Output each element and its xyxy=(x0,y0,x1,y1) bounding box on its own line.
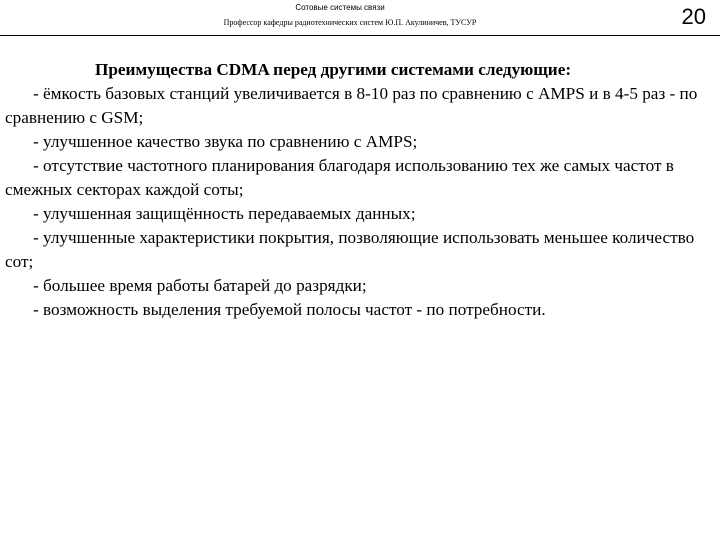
page-number: 20 xyxy=(681,4,706,29)
course-title: Сотовые системы связи xyxy=(295,3,385,12)
list-item: - ёмкость базовых станций увеличивается в 8-10 раз по сравнению с AMPS и в 4-5 раз - по сравнению с GSM; xyxy=(5,84,698,127)
slide-content xyxy=(5,58,713,322)
list-item: - возможность выделения требуемой полосы частот - по потребности. xyxy=(33,300,546,319)
list-item: - улучшенное качество звука по сравнению с AMPS; xyxy=(33,132,418,151)
list-item: - улучшенные характеристики покрытия, позволяющие использовать меньшее количество сот; xyxy=(5,228,695,271)
slide-title: Преимущества CDMA перед другими системами следующие: xyxy=(95,60,572,79)
list-item: - улучшенная защищённость передаваемых данных; xyxy=(33,204,416,223)
header-divider xyxy=(0,35,720,36)
author-line: Профессор кафедры радиотехнических систем Ю.П. Акулиничев, ТУСУР xyxy=(223,18,477,27)
list-item: - отсутствие частотного планирования благодаря использованию тех же самых частот в смежных секторах каждой соты; xyxy=(5,156,674,199)
slide-header xyxy=(0,0,720,36)
list-item: - большее время работы батарей до разрядки; xyxy=(33,276,367,295)
